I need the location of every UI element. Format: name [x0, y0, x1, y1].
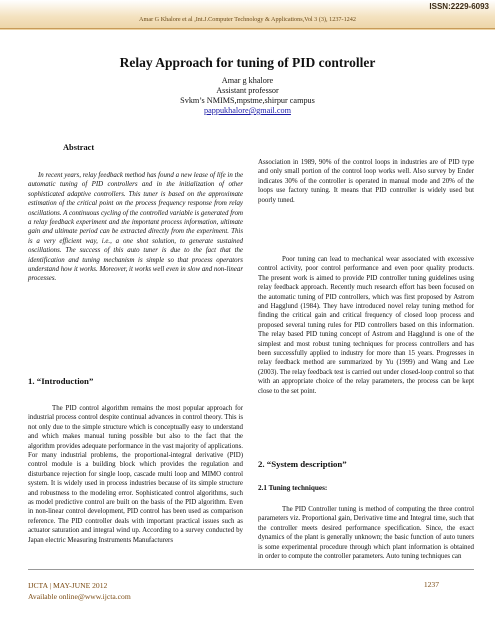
- issn-label: ISSN:2229-6093: [429, 2, 489, 11]
- header-band: [0, 0, 495, 30]
- page-number: 1237: [423, 580, 439, 589]
- tuning-techniques-body: [258, 505, 474, 561]
- tuning-techniques-subheading: 2.1 Tuning techniques:: [258, 484, 328, 492]
- footer-divider: [28, 569, 474, 570]
- author-affiliation: Svkm’s NMIMS,mpstme,shirpur campus: [180, 96, 315, 105]
- system-description-heading: 2. “System description”: [258, 459, 347, 469]
- paper-title: Relay Approach for tuning of PID controller: [119, 55, 376, 70]
- author-email-link[interactable]: pappukhalore@gmail.com: [204, 106, 291, 115]
- introduction-body: [28, 404, 243, 545]
- author-name: Amar g khalore: [221, 76, 274, 85]
- tuning-techniques-paragraph: The PID Controller tuning is method of computing the three control parameters viz. Proportional gain, Derivative time and Integral time, such that the controller meets desired performance specification. Since, the exact dynamics of the plant is generally unknown; the basic function of auto tuners is some experimental procedure through which plant information is obtained in order to compute the controller parameters. Auto tuning techniques can: [258, 506, 474, 561]
- abstract-paragraph: In recent years, relay feedback method has found a new lease of life in the automatic tuning of PID controllers and in the initialization of other sophisticated adaptive controllers. This tuner is based on the approximate estimation of the critical point on the process frequency response from relay oscillations. A continuous cycling of the controlled variable is generated from a relay feedback experiment and the important process information, ultimate gain and ultimate period can be extracted directly from the experiment. This is a very efficient way, i.e., a one shot solution, to generate sustained oscillations. The success of this auto tuner is due to the fact that the identification and tuning mechanism is simple so that process operators understand how it works. Moreover, it works well even in slow and non-linear processes.: [28, 172, 243, 283]
- survey-paragraph: Association in 1989, 90% of the control loops in industries are of PID type and only small portion of the control loop works well. Also survey by Ender indicates 30% of the controller is operated in manual mode and 20% of the loops use factory tuning. It means that PID controller is widely used but poorly tuned.: [258, 159, 474, 204]
- introduction-paragraph: The PID control algorithm remains the most popular approach for industrial process control despite continual advances in control theory. This is not only due to the simple structure which is conceptually easy to understand and which makes manual tuning possible but also to the fact that the algorithm provides adequate performance in the vast majority of applications. For many industrial problems, the proportional-integral derivative (PID) control module is a building block which provides the regulation and disturbance rejection for single loop, cascade multi loop and MIMO control system. It is widely used in process industries because of its simple structure and robustness to the modeling error. Sophisticated control algorithms, such as model predictive control are built on the basis of the PID algorithm. Even in non-linear control development, PID control has been used as comparison reference. The PID controller deals with important practical issues such as actuator saturation and integral wind up. According to a survey conducted by Japan electric Measuring Instruments Manufacturers: [28, 405, 243, 544]
- abstract-text: [28, 171, 243, 284]
- right-column-paragraph-2: [258, 255, 474, 396]
- footer-journal: IJCTA | MAY-JUNE 2012: [28, 581, 108, 590]
- header-divider: [0, 28, 495, 29]
- abstract-heading: Abstract: [63, 143, 95, 152]
- introduction-heading: 1. “Introduction”: [28, 376, 94, 386]
- poor-tuning-paragraph: Poor tuning can lead to mechanical wear associated with excessive control activity, poor control performance and even poor quality products. The present work is aimed to provide PID controller tuning guidelines using relay feedback approach. Recently much research effort has been focused on the automatic tuning of PID controllers, which was first proposed by Astrom and Hagglund (1984). They have introduced novel relay tuning method for finding the critical gain and critical frequency of closed loop process and proposed several tuning rules for PID controllers based on this information. The relay based PID tuning concept of Astrom and Hagglund is one of the simplest and most robust tuning techniques for process controllers and has been successfully applied to industry for more than 15 years. Progresses in relay feedback method are summarized by Yu (1999) and Wang and Lee (2003). The relay feedback test is carried out under closed-loop control so that with an appropriate choice of the relay parameters, the process can be kept close to the set point.: [258, 256, 474, 395]
- footer-available-link[interactable]: Available online@www.ijcta.com: [28, 592, 131, 601]
- author-position: Assistant professor: [216, 86, 279, 95]
- footer-journal-info: [28, 580, 131, 602]
- running-title: Amar G Khalore et al ,Int.J.Computer Technology & Applications,Vol 3 (3), 1237-1242: [139, 16, 356, 23]
- right-column-paragraph-1: [258, 158, 474, 205]
